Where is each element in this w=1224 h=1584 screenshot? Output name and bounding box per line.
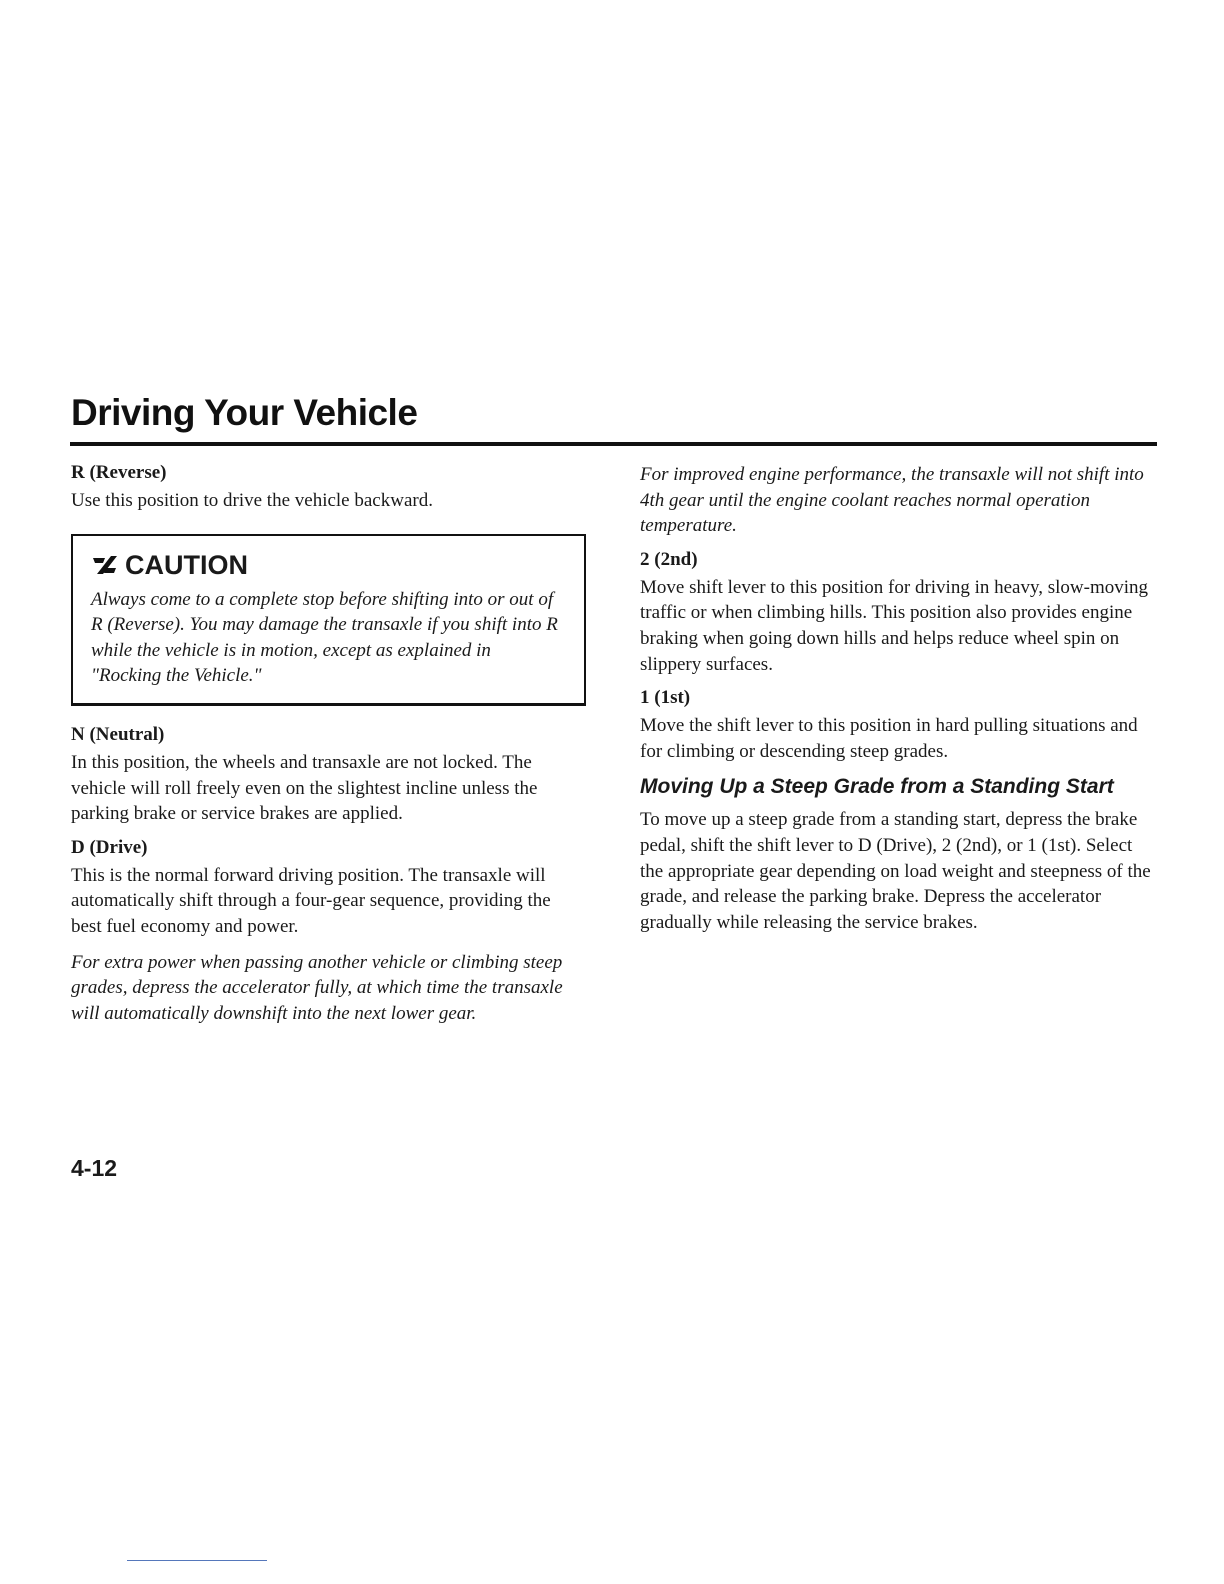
left-column (71, 462, 586, 1036)
title-divider (70, 442, 1157, 446)
second-gear-heading: 2 (2nd) (640, 548, 698, 570)
coolant-note: For improved engine performance, the transaxle will not shift into 4th gear until the engine coolant reaches normal operation temperature. (640, 464, 1144, 537)
caution-box (71, 534, 586, 706)
caution-header (91, 550, 564, 581)
reverse-text: Use this position to drive the vehicle backward. (71, 490, 433, 511)
footer-rule (127, 1560, 267, 1561)
caution-text: Always come to a complete stop before shifting into or out of R (Reverse). You may damage the transaxle if you shift into R while the vehicle is in motion, except as explained in "Rocking the Vehicle." (91, 588, 558, 687)
drive-heading: D (Drive) (71, 836, 148, 858)
first-gear-text: Move the shift lever to this position in hard pulling situations and for climbing or descending steep grades. (640, 715, 1138, 762)
neutral-heading: N (Neutral) (71, 723, 165, 745)
steep-grade-heading: Moving Up a Steep Grade from a Standing Start (640, 775, 1114, 799)
reverse-heading: R (Reverse) (71, 462, 167, 483)
neutral-text: In this position, the wheels and transaxle are not locked. The vehicle will roll freely even on the slightest incline unless the parking brake or service brakes are applied. (71, 751, 538, 825)
right-column (640, 462, 1160, 945)
page-number: 4-12 (71, 1155, 118, 1181)
drive-text: This is the normal forward driving position. The transaxle will automatically shift through a four-gear sequence, providing the best fuel economy and power. (71, 864, 551, 937)
page-title: Driving Your Vehicle (71, 392, 418, 433)
drive-note: For extra power when passing another vehicle or climbing steep grades, depress the accelerator fully, at which time the transaxle will automatically downshift into the next lower gear. (71, 951, 563, 1024)
caution-label: CAUTION (125, 549, 248, 580)
caution-icon (91, 554, 119, 576)
steep-grade-text: To move up a steep grade from a standing start, depress the brake pedal, shift the shift lever to D (Drive), 2 (2nd), or 1 (1st). Select the appropriate gear depending on load weight and steepness of the grade, and release the parking brake. Depress the accelerator gradually while releasing the service brakes. (640, 809, 1151, 933)
first-gear-heading: 1 (1st) (640, 687, 691, 709)
second-gear-text: Move shift lever to this position for driving in heavy, slow-moving traffic or when climbing hills. This position also provides engine braking when going down hills and helps reduce wheel spin on slippery surfaces. (640, 576, 1149, 675)
